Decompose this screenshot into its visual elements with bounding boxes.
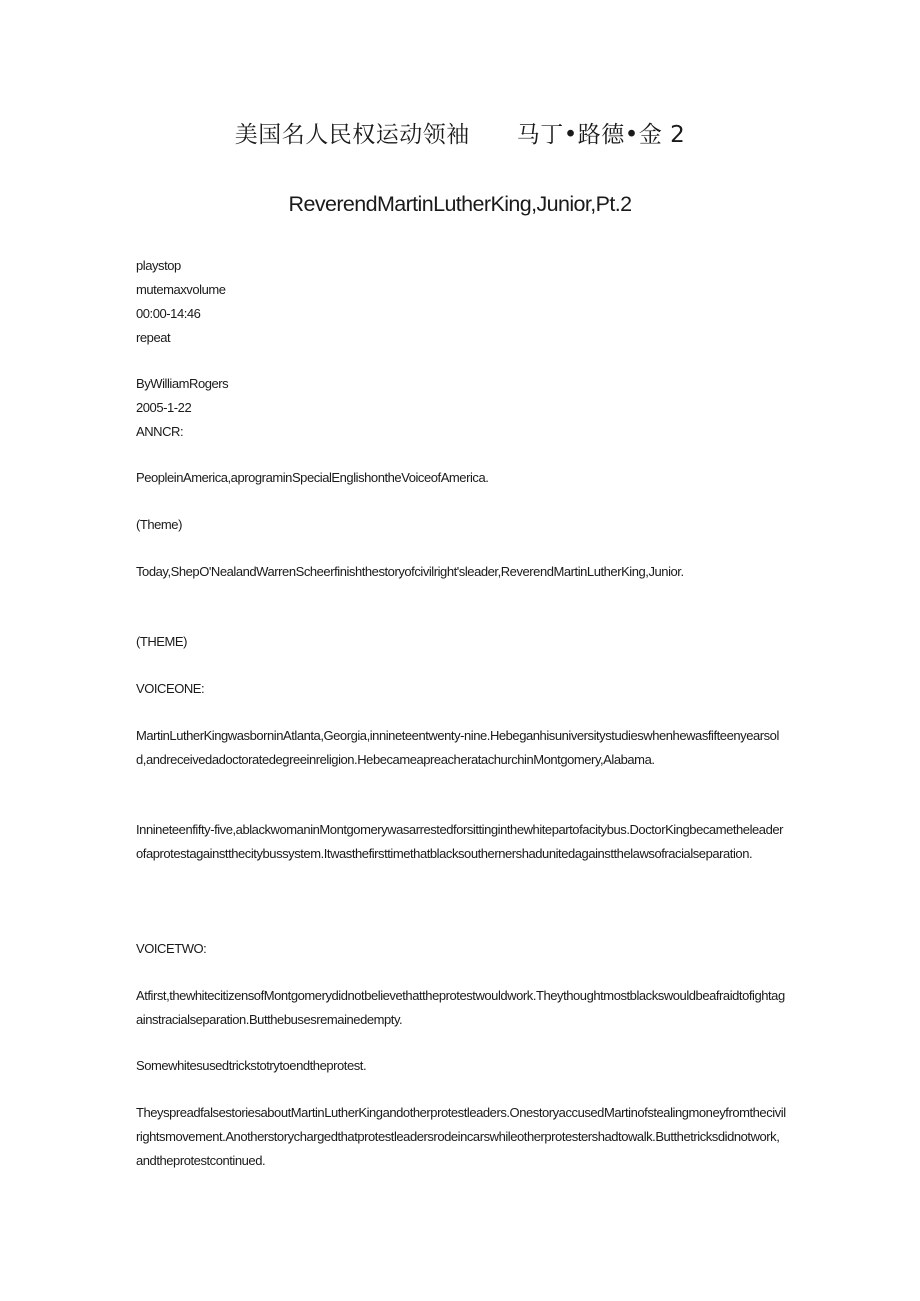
paragraph (136, 677, 786, 701)
paragraph (136, 630, 786, 654)
volume-control[interactable]: mutemaxvolume (136, 282, 226, 297)
paragraph (136, 937, 786, 961)
paragraph (136, 984, 786, 1032)
paragraph-text: TheyspreadfalsestoriesaboutMartinLutherKingandotherprotestleaders.OnestoryaccusedMartinofstealingmoneyfromthecivilrightsmovement.Anotherstorychargedthatprotestleadersrodeincarswhileotherprotestershadtowalk.Butthetricksdidnotwork,andtheprotestcontinued. (136, 1105, 786, 1168)
paragraph (136, 466, 786, 490)
article-meta (136, 372, 786, 444)
chinese-title: 美国名人民权运动领袖 马丁•路德•金 2 (234, 122, 686, 148)
time-readout: 00:00-14:46 (136, 306, 201, 321)
speaker-label: VOICETWO: (136, 941, 207, 956)
paragraph (136, 724, 786, 772)
speaker-label: VOICEONE: (136, 681, 205, 696)
paragraph-text: (Theme) (136, 517, 182, 532)
paragraph-text: Innineteenfifty-five,ablackwomaninMontgomerywasarrestedforsittinginthewhitepartofacitybus.DoctorKingbecametheleaderofaprotestagainstthecitybussystem.Itwasthefirsttimethatblacksouthernershadunitedagainstthelawsofracialseparation. (136, 822, 784, 861)
paragraph (136, 560, 786, 584)
byline: ByWilliamRogers (136, 376, 229, 391)
paragraph (136, 1054, 786, 1078)
paragraph-text: MartinLutherKingwasborninAtlanta,Georgia,innineteentwenty-nine.Hebeganhisuniversitystudieswhenhewasfifteenyearsold,andreceivedadoctoratedegreeinreligion.HebecameapreacheratachurchinMontgomery,Alabama. (136, 728, 779, 767)
play-stop-control[interactable]: playstop (136, 258, 181, 273)
paragraph (136, 818, 786, 866)
paragraph-text: Atfirst,thewhitecitizensofMontgomerydidnotbelievethattheprotestwouldwork.Theythoughtmostblackswouldbeafraidtofightagainstracialseparation.Butthebusesremainedempty. (136, 988, 785, 1027)
paragraph (136, 1101, 786, 1173)
paragraph-text: Today,ShepO'NealandWarrenScheerfinishthestoryofcivilright'sleader,ReverendMartinLutherKing,Junior. (136, 564, 684, 579)
repeat-control[interactable]: repeat (136, 330, 171, 345)
paragraph-text: PeopleinAmerica,aprograminSpecialEnglishontheVoiceofAmerica. (136, 470, 489, 485)
paragraph (136, 513, 786, 537)
announcer-label: ANNCR: (136, 424, 184, 439)
publish-date: 2005-1-22 (136, 400, 192, 415)
player-controls (136, 254, 786, 350)
english-title: ReverendMartinLutherKing,Junior,Pt.2 (288, 192, 632, 216)
paragraph-text: (THEME) (136, 634, 188, 649)
paragraph-text: Somewhitesusedtrickstotrytoendtheprotest. (136, 1058, 367, 1073)
